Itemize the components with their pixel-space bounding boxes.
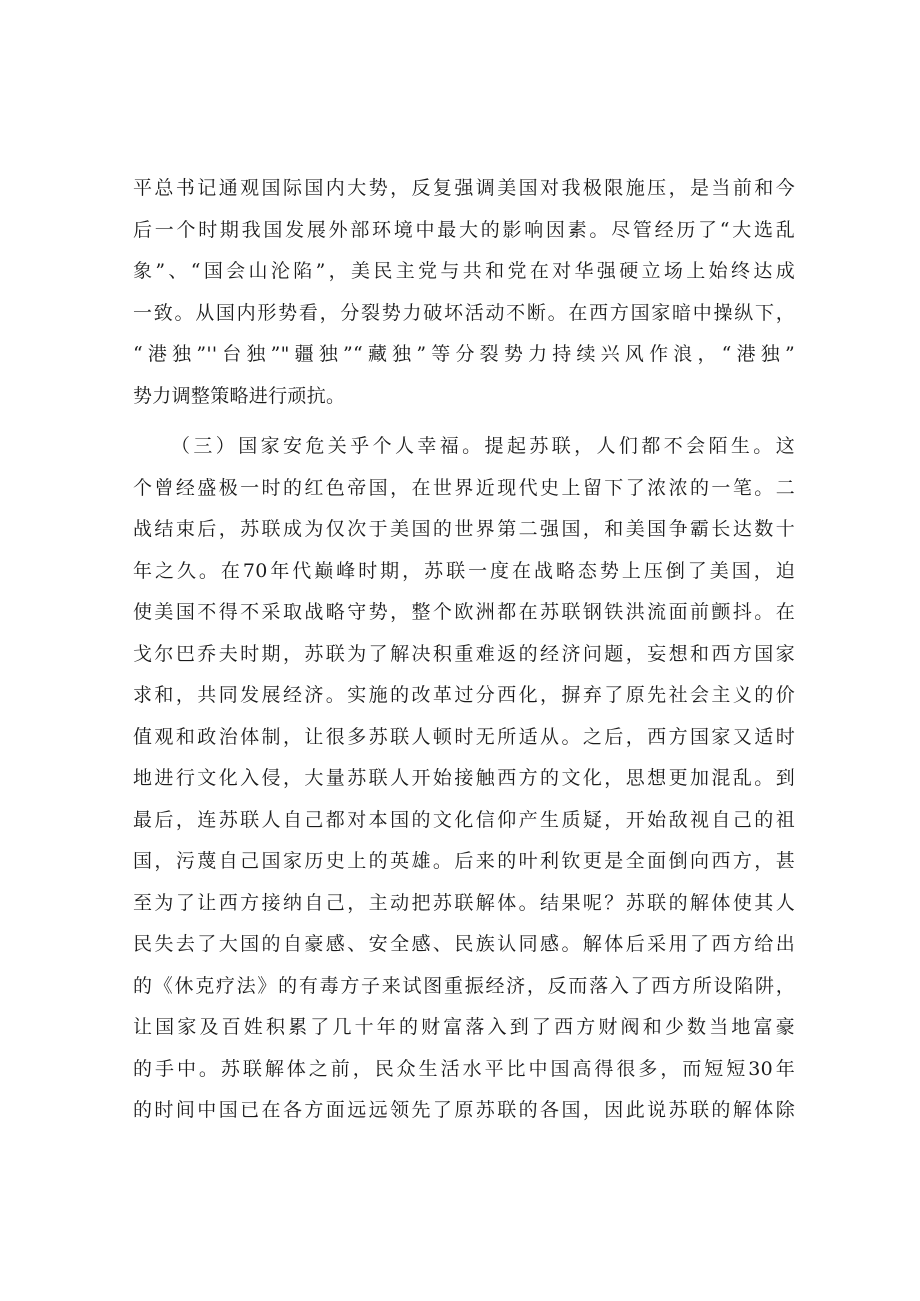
paragraph-line: 戈尔巴乔夫时期，苏联为了解决积重难返的经济问题，妄想和西方国家 (133, 642, 795, 665)
paragraph-line: 后一个时期我国发展外部环境中最大的影响因素。尽管经历了“大选乱 (133, 218, 795, 241)
paragraph-line: 让国家及百姓积累了几十年的财富落入到了西方财阀和少数当地富豪 (133, 1016, 795, 1038)
paragraph-line: 地进行文化入侵，大量苏联人开始接触西方的文化，思想更加混乱。到 (133, 767, 795, 789)
paragraph-line: 至为了让西方接纳自己，主动把苏联解体。结果呢？苏联的解体使其人 (133, 891, 795, 914)
paragraph-line: 求和，共同发展经济。实施的改革过分西化，摒弃了原先社会主义的价 (133, 684, 795, 706)
paragraph-line: 象”、“国会山沦陷”，美民主党与共和党在对华强硬立场上始终达成 (133, 260, 795, 282)
paragraph-line: 一致。从国内形势看，分裂势力破坏活动不断。在西方国家暗中操纵下， (133, 301, 795, 324)
paragraph-line: 的《休克疗法》的有毒方子来试图重振经济，反而落入了西方所设陷阱， (133, 974, 795, 997)
paragraph-line: 势力调整策略进行顽抗。 (133, 384, 346, 407)
paragraph-line: 的手中。苏联解体之前，民众生活水平比中国高得很多，而短短30年 (133, 1057, 795, 1080)
paragraph-2 (133, 426, 795, 1132)
paragraph-1 (133, 168, 795, 417)
paragraph-line: 战结束后，苏联成为仅次于美国的世界第二强国，和美国争霸长达数十 (133, 518, 795, 540)
paragraph-line: 年之久。在70年代巅峰时期，苏联一度在战略态势上压倒了美国，迫 (133, 559, 795, 582)
paragraph-line: 的时间中国已在各方面远远领先了原苏联的各国，因此说苏联的解体除 (133, 1099, 795, 1121)
paragraph-line: 平总书记通观国际国内大势，反复强调美国对我极限施压，是当前和今 (133, 177, 795, 199)
paragraph-line: 值观和政治体制，让很多苏联人顿时无所适从。之后，西方国家又适时 (133, 725, 795, 748)
paragraph-line: 民失去了大国的自豪感、安全感、民族认同感。解体后采用了西方给出 (133, 933, 795, 955)
section-heading-line: （三）国家安危关乎个人幸福。提起苏联，人们都不会陌生。这 (171, 435, 795, 457)
paragraph-line: 使美国不得不采取战略守势，整个欧洲都在苏联钢铁洪流面前颤抖。在 (133, 601, 795, 623)
paragraph-line: 最后，连苏联人自己都对本国的文化信仰产生质疑，开始敌视自己的祖 (133, 808, 795, 831)
paragraph-line: “港独”''台独”"疆独”“藏独”等分裂势力持续兴风作浪，“港独” (133, 343, 795, 365)
paragraph-line: 个曾经盛极一时的红色帝国，在世界近现代史上留下了浓浓的一笔。二 (133, 476, 795, 499)
paragraph-line: 国，污蔑自己国家历史上的英雄。后来的叶利钦更是全面倒向西方，甚 (133, 850, 795, 872)
